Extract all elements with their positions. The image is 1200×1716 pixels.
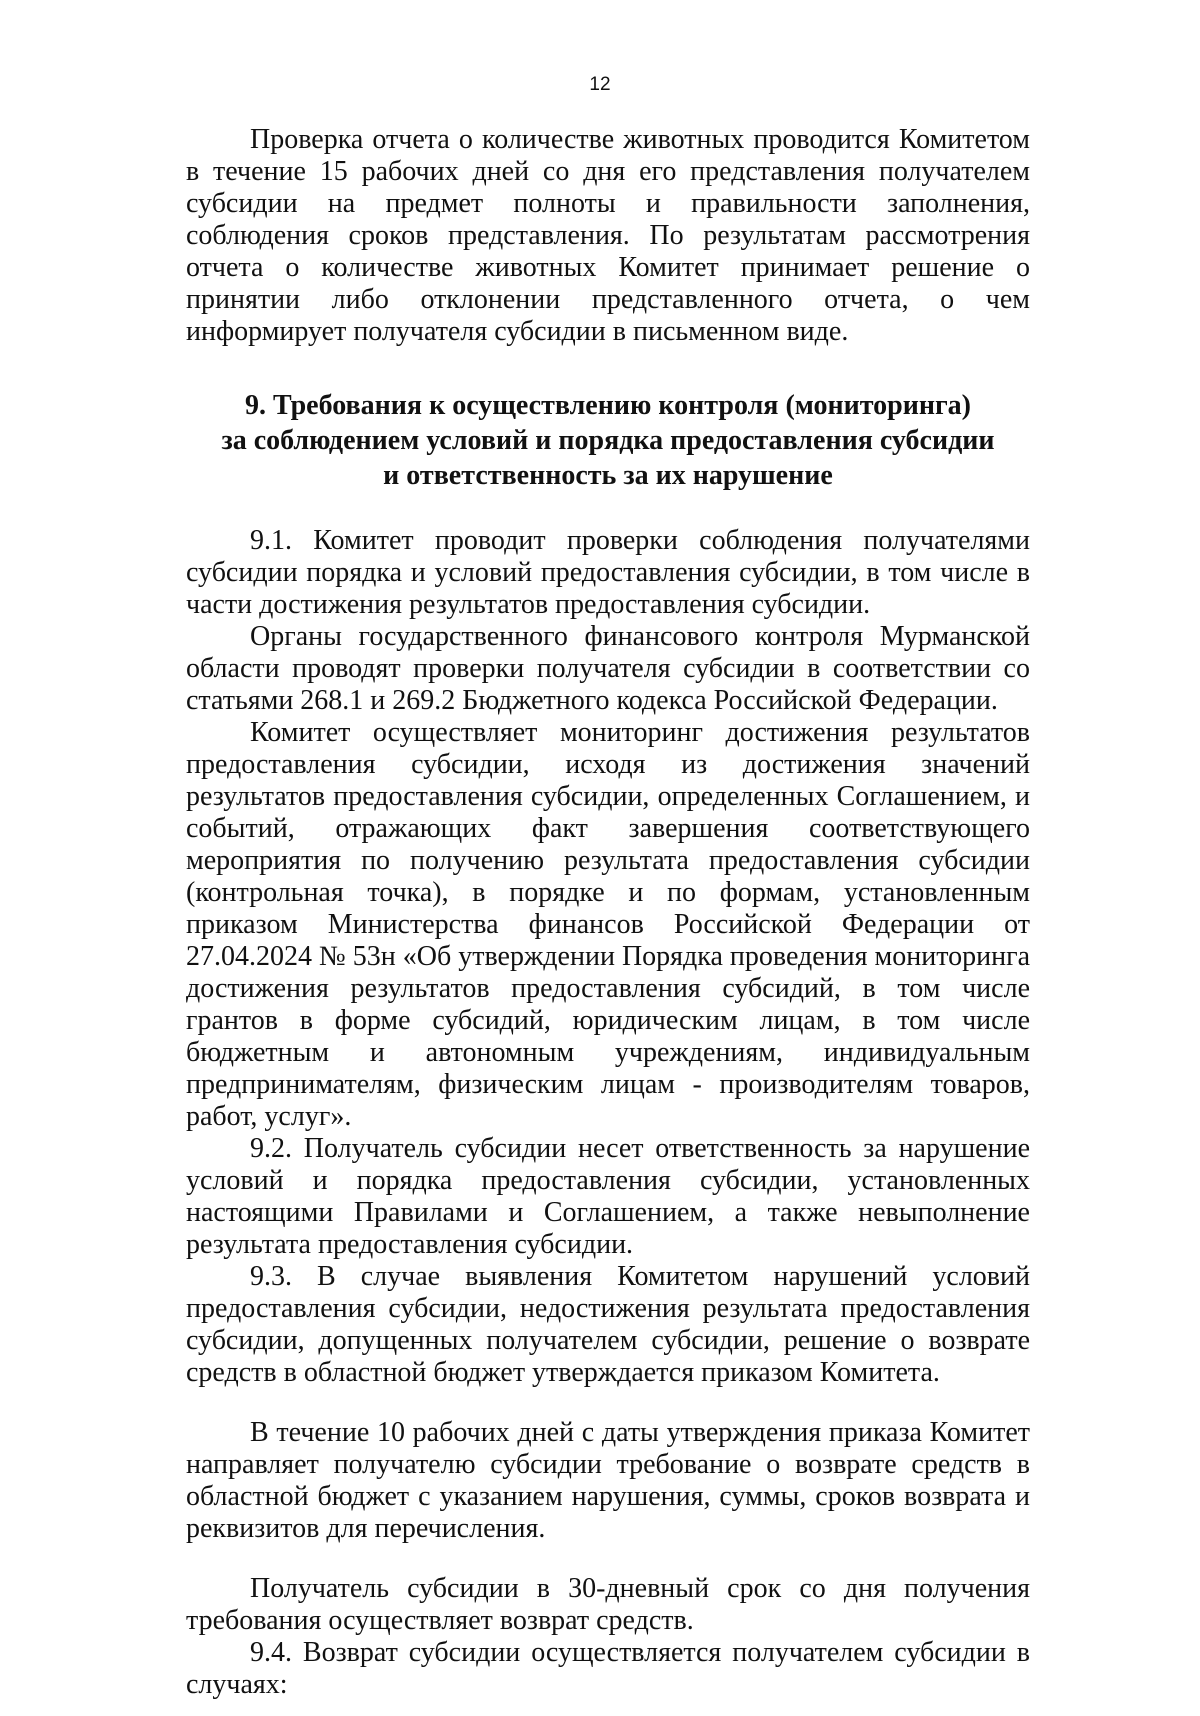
paragraph-9-3: 9.3. В случае выявления Комитетом нарушений условий предоставления субсидии, недостижения результата предоставления субсидии, допущенных получателем субсидии, решение о возврате средств в областной бюджет утверждается приказом Комитета. [186, 1261, 1030, 1388]
paragraph-9-1: 9.1. Комитет проводит проверки соблюдения получателями субсидии порядка и условий предоставления субсидии, в том числе в части достижения результатов предоставления субсидии. [186, 525, 1030, 620]
paragraph-9-4: 9.4. Возврат субсидии осуществляется получателем субсидии в случаях: [186, 1637, 1030, 1700]
section-heading [186, 388, 1030, 493]
paragraph-financial-control: Органы государственного финансового контроля Мурманской области проводят проверки получателя субсидии в соответствии со статьями 268.1 и 269.2 Бюджетного кодекса Российской Федерации. [186, 621, 1030, 716]
page-number: 12 [589, 74, 611, 95]
intro-paragraph: Проверка отчета о количестве животных проводится Комитетом в течение 15 рабочих дней со дня его представления получателем субсидии на предмет полноты и правильности заполнения, соблюдения сроков представления. По результатам рассмотрения отчета о количестве животных Комитет принимает решение о принятии либо отклонении представленного отчета, о чем информирует получателя субсидии в письменном виде. [186, 124, 1030, 347]
section-heading-line-2: за соблюдением условий и порядка предоставления субсидии [221, 425, 995, 456]
document-body [186, 124, 1030, 1701]
paragraph-return-deadline: Получатель субсидии в 30-дневный срок со дня получения требования осуществляет возврат средств. [186, 1573, 1030, 1636]
paragraph-return-requirement: В течение 10 рабочих дней с даты утверждения приказа Комитет направляет получателю субсидии требование о возврате средств в областной бюджет с указанием нарушения, суммы, сроков возврата и реквизитов для перечисления. [186, 1417, 1030, 1544]
section-heading-line-1: 9. Требования к осуществлению контроля (мониторинга) [244, 390, 972, 421]
paragraph-9-2: 9.2. Получатель субсидии несет ответственность за нарушение условий и порядка предоставления субсидии, установленных настоящими Правилами и Соглашением, а также невыполнение результата предоставления субсидии. [186, 1133, 1030, 1260]
paragraph-monitoring: Комитет осуществляет мониторинг достижения результатов предоставления субсидии, исходя из достижения значений результатов предоставления субсидии, определенных Соглашением, и событий, отражающих факт завершения соответствующего мероприятия по получению результата предоставления субсидии (контрольная точка), в порядке и по формам, установленным приказом Министерства финансов Российской Федерации от 27.04.2024 № 53н «Об утверждении Порядка проведения мониторинга достижения результатов предоставления субсидий, в том числе грантов в форме субсидий, юридическим лицам, в том числе бюджетным и автономным учреждениям, индивидуальным предпринимателям, физическим лицам - производителям товаров, работ, услуг». [186, 717, 1030, 1132]
section-heading-line-3: и ответственность за их нарушение [383, 460, 833, 491]
